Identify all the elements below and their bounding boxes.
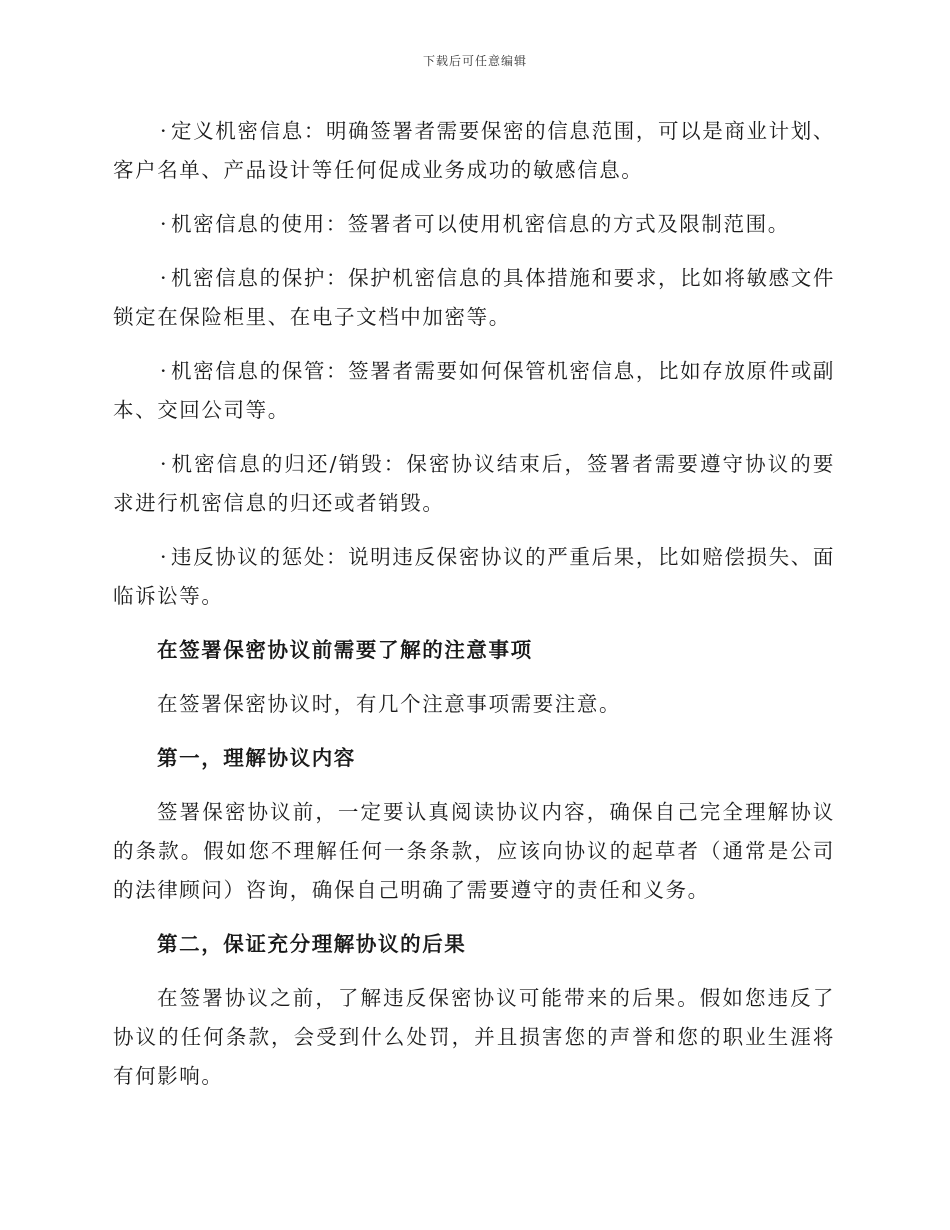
- point-heading-1: 第一，理解协议内容: [157, 746, 356, 770]
- page-header: 下载后可任意编辑: [422, 54, 527, 68]
- bullet-item: [113, 352, 835, 430]
- bullet-dot: ·: [159, 266, 169, 290]
- bullet-item: [113, 445, 835, 523]
- bullet-dot: ·: [159, 119, 169, 143]
- point-heading-2: 第二，保证充分理解协议的后果: [157, 932, 467, 956]
- bullet-text: 违反协议的惩处：说明违反保密协议的严重后果，比如赔偿损失、面临诉讼等。: [113, 545, 835, 608]
- bullet-dot: ·: [159, 359, 169, 383]
- section-heading: 在签署保密协议前需要了解的注意事项: [157, 638, 533, 662]
- bullet-text: 机密信息的使用：签署者可以使用机密信息的方式及限制范围。: [171, 212, 790, 236]
- bullet-text: 机密信息的归还/销毁：保密协议结束后，签署者需要遵守协议的要求进行机密信息的归还或者销毁。: [113, 452, 835, 515]
- section-intro: 在签署保密协议时，有几个注意事项需要注意。: [157, 692, 622, 716]
- bullet-item: [113, 205, 835, 244]
- bullet-dot: ·: [159, 545, 169, 569]
- bullet-item: [113, 538, 835, 616]
- bullet-dot: ·: [159, 452, 169, 476]
- point-paragraph-1: 签署保密协议前，一定要认真阅读协议内容，确保自己完全理解协议的条款。假如您不理解任何一条条款，应该向协议的起草者（通常是公司的法律顾问）咨询，确保自己明确了需要遵守的责任和义务。: [113, 800, 835, 902]
- bullet-text: 机密信息的保管：签署者需要如何保管机密信息，比如存放原件或副本、交回公司等。: [113, 359, 835, 422]
- bullet-item: [113, 112, 835, 190]
- bullet-dot: ·: [159, 212, 169, 236]
- bullet-text: 定义机密信息：明确签署者需要保密的信息范围，可以是商业计划、客户名单、产品设计等任何促成业务成功的敏感信息。: [113, 119, 835, 182]
- point-paragraph-2: 在签署协议之前，了解违反保密协议可能带来的后果。假如您违反了协议的任何条款，会受到什么处罚，并且损害您的声誉和您的职业生涯将有何影响。: [113, 986, 835, 1088]
- bullet-item: [113, 259, 835, 337]
- bullet-text: 机密信息的保护：保护机密信息的具体措施和要求，比如将敏感文件锁定在保险柜里、在电子文档中加密等。: [113, 266, 835, 329]
- document-body: [113, 112, 835, 1111]
